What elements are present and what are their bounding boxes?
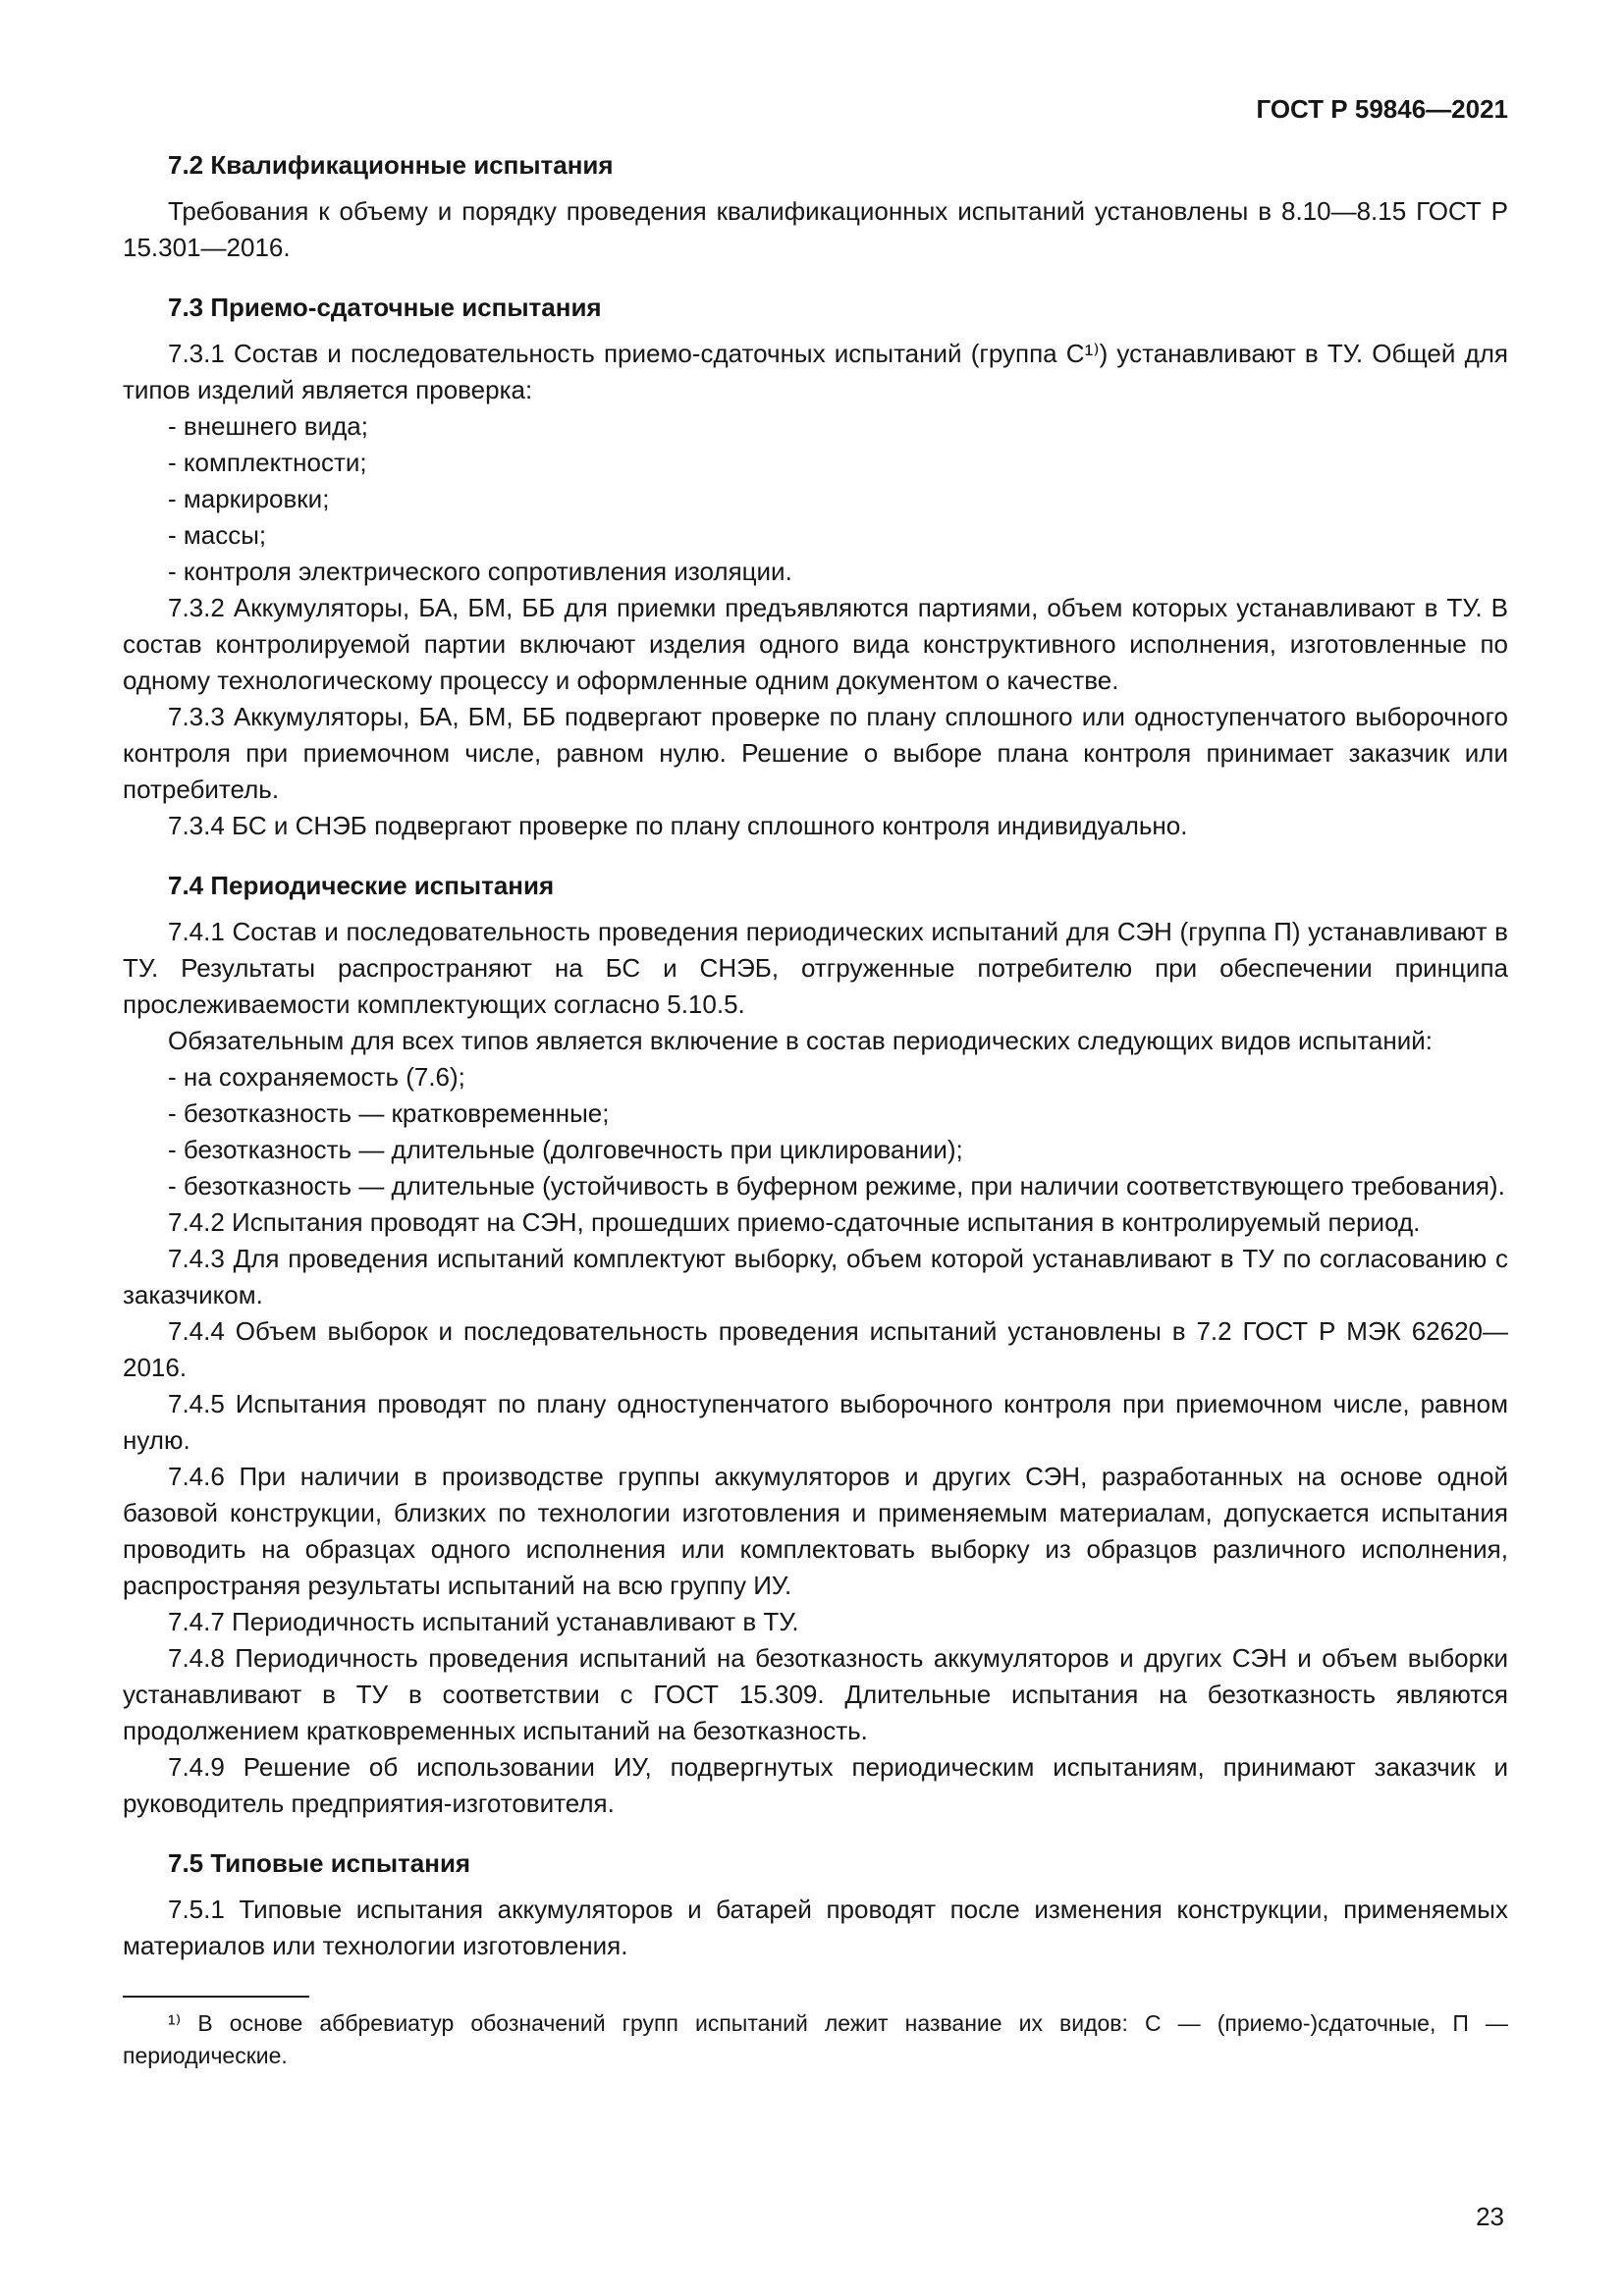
para-7-3-3: 7.3.3 Аккумуляторы, БА, БМ, ББ подвергают проверке по плану сплошного или одноступенчатого выборочного контроля при приемочном числе, равном нулю. Решение о выборе плана контроля принимает заказчик или потребитель. [123, 702, 1508, 804]
list-item-completeness: - комплектности; [168, 448, 367, 477]
section-heading-7-3: 7.3 Приемо-сдаточные испытания [168, 293, 602, 322]
para-7-4-1: 7.4.1 Состав и последовательность проведения периодических испытаний для СЭН (группа П) устанавливают в ТУ. Результаты распространяют на БС и СНЭБ, отгруженные потребителю при обеспечении принципа прослеживаемости комплектующих согласно 5.10.5. [123, 917, 1508, 1019]
para-7-4-9: 7.4.9 Решение об использовании ИУ, подвергнутых периодическим испытаниям, принимают заказчик и руководитель предприятия-изготовителя. [123, 1752, 1508, 1818]
list-item-insulation: - контроля электрического сопротивления изоляции. [168, 557, 792, 586]
page-number: 23 [1476, 2202, 1504, 2231]
page-body [123, 147, 1508, 1964]
para-7-4-8: 7.4.8 Периодичность проведения испытаний на безотказность аккумуляторов и других СЭН и объем выборки устанавливают в ТУ в соответствии с ГОСТ 15.309. Длительные испытания на безотказность являются продолжением кратковременных испытаний на безотказность. [123, 1643, 1508, 1745]
para-7-3-2: 7.3.2 Аккумуляторы, БА, БМ, ББ для приемки предъявляются партиями, объем которых устанавливают в ТУ. В состав контролируемой партии включают изделия одного вида конструктивного исполнения, изготовленные по одному технологическому процессу и оформленные одним документом о качестве. [123, 593, 1508, 695]
para-7-4-7: 7.4.7 Периодичность испытаний устанавливают в ТУ. [168, 1607, 799, 1636]
list-item-reliability-short: - безотказность — кратковременные; [168, 1098, 610, 1128]
para-7-3-1: 7.3.1 Состав и последовательность приемо-сдаточных испытаний (группа С¹⁾) устанавливают в ТУ. Общей для типов изделий является проверка: [123, 339, 1508, 404]
footnote-text: ¹⁾ В основе аббревиатур обозначений групп испытаний лежит название их видов: С — (приемо-)сдаточные, П — периодические. [123, 2010, 1508, 2068]
para-7-4-2: 7.4.2 Испытания проводят на СЭН, прошедших приемо-сдаточные испытания в контролируемый период. [168, 1207, 1421, 1237]
para-7-4-mandatory: Обязательным для всех типов является включение в состав периодических следующих видов испытаний: [168, 1026, 1434, 1055]
para-7-4-6: 7.4.6 При наличии в производстве группы аккумуляторов и других СЭН, разработанных на основе одной базовой конструкции, близких по технологии изготовления и применяемым материалам, допускается испытания проводить на образцах одного исполнения или комплектовать выборку из образцов различного исполнения, распространяя результаты испытаний на всю группу ИУ. [123, 1462, 1508, 1600]
section-heading-7-5: 7.5 Типовые испытания [168, 1848, 471, 1878]
list-item-appearance: - внешнего вида; [168, 411, 368, 441]
list-item-reliability-long-cycling: - безотказность — длительные (долговечность при циклировании); [168, 1135, 963, 1164]
doc-code-header: ГОСТ Р 59846—2021 [1256, 94, 1508, 124]
para-7-4-3: 7.4.3 Для проведения испытаний комплектуют выборку, объем которой устанавливают в ТУ по согласованию с заказчиком. [123, 1244, 1508, 1309]
list-item-storability: - на сохраняемость (7.6); [168, 1062, 465, 1092]
section-heading-7-4: 7.4 Периодические испытания [168, 871, 555, 900]
para-7-4-4: 7.4.4 Объем выборок и последовательность проведения испытаний установлены в 7.2 ГОСТ Р МЭК 62620—2016. [123, 1316, 1508, 1382]
list-item-mass: - массы; [168, 520, 267, 550]
list-item-marking: - маркировки; [168, 484, 330, 513]
footnote-divider [123, 1996, 309, 1998]
para-7-4-5: 7.4.5 Испытания проводят по плану одноступенчатого выборочного контроля при приемочном числе, равном нулю. [123, 1389, 1508, 1455]
para-7-5-1: 7.5.1 Типовые испытания аккумуляторов и батарей проводят после изменения конструкции, применяемых материалов или технологии изготовления. [123, 1895, 1508, 1960]
para-7-2-requirements: Требования к объему и порядку проведения квалификационных испытаний установлены в 8.10—8.15 ГОСТ Р 15.301—2016. [123, 196, 1508, 262]
section-heading-7-2: 7.2 Квалификационные испытания [168, 150, 614, 180]
para-7-3-4: 7.3.4 БС и СНЭБ подвергают проверке по плану сплошного контроля индивидуально. [168, 811, 1188, 840]
list-item-reliability-long-buffer: - безотказность — длительные (устойчивость в буферном режиме, при наличии соответствующего требования). [168, 1171, 1505, 1201]
